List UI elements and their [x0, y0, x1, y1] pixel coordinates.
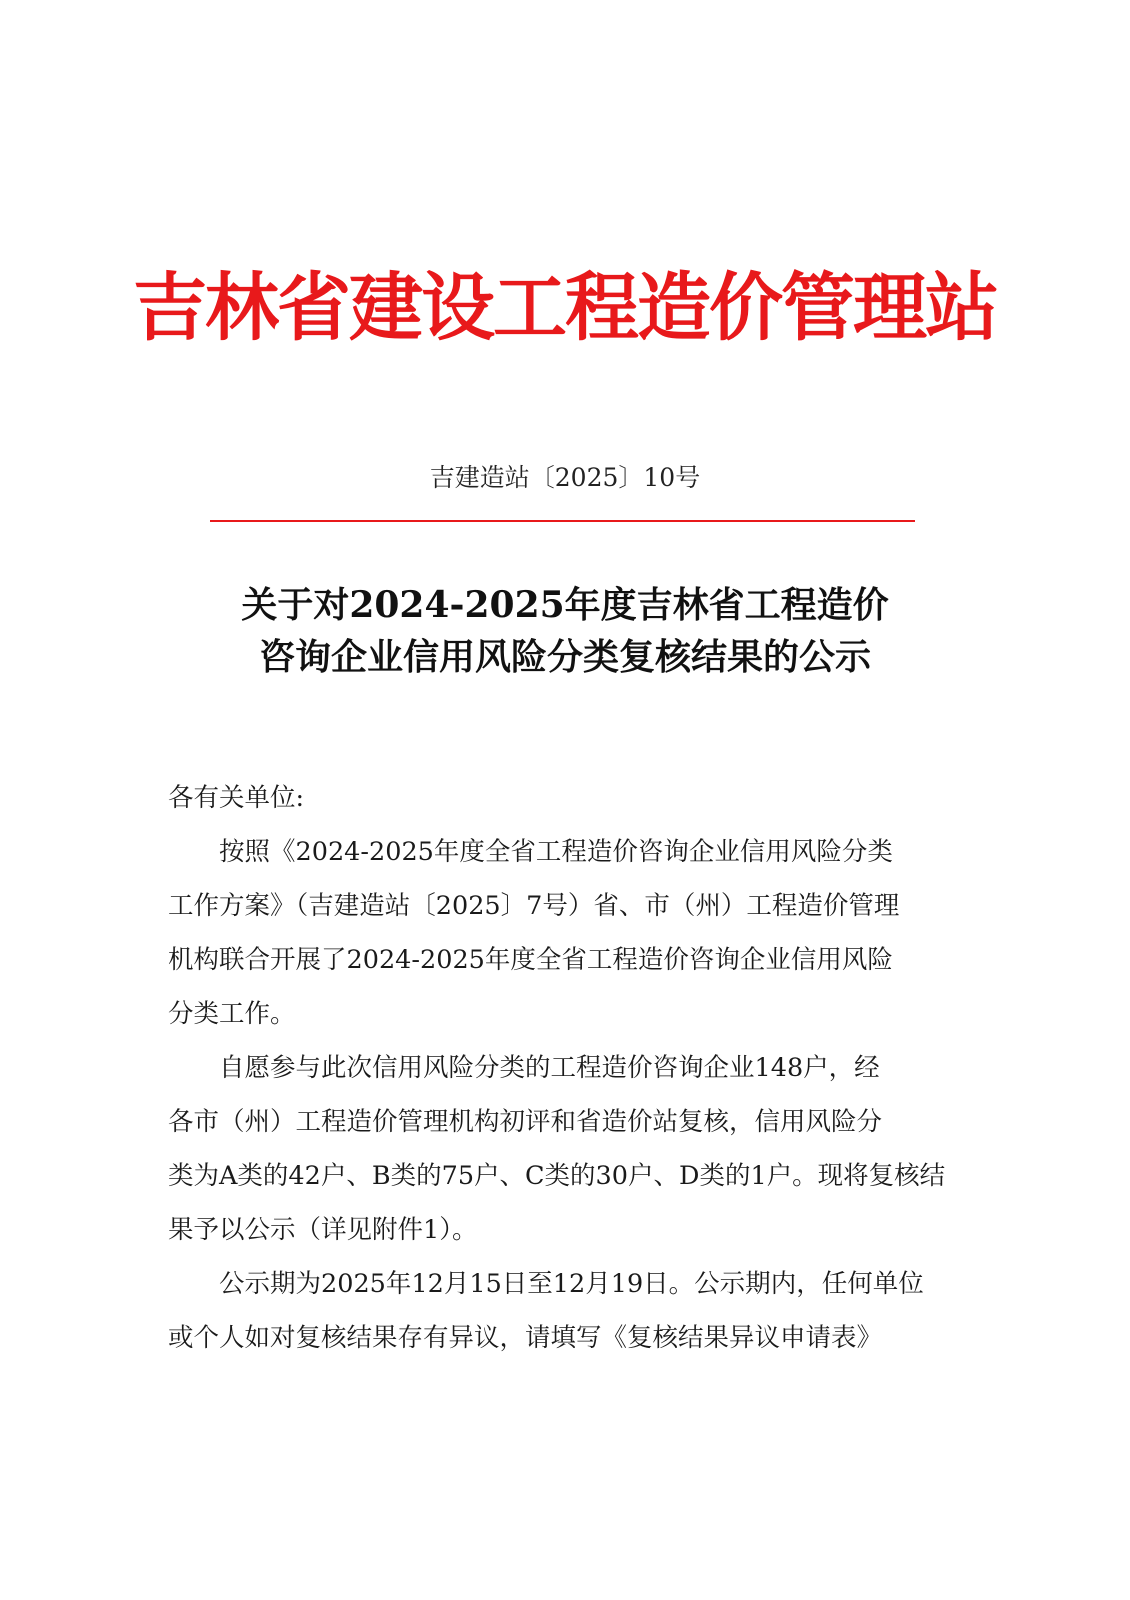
body-line: 或个人如对复核结果存有异议，请填写《复核结果异议申请表》: [168, 1323, 883, 1353]
body-line: 类为A类的42户、B类的75户、C类的30户、D类的1户。现将复核结: [168, 1161, 946, 1191]
document-title-line-2: 咨询企业信用风险分类复核结果的公示: [258, 636, 871, 678]
document-number: 吉建造站〔2025〕10号: [429, 463, 701, 492]
body-line: 公示期为2025年12月15日至12月19日。公示期内，任何单位: [168, 1269, 924, 1299]
body-line: 按照《2024-2025年度全省工程造价咨询企业信用风险分类: [168, 837, 893, 867]
salutation: 各有关单位:: [168, 783, 305, 813]
body-line: 分类工作。: [168, 999, 296, 1029]
body-line: 果予以公示（详见附件1）。: [168, 1215, 478, 1245]
document-title-line-1: 关于对2024-2025年度吉林省工程造价: [241, 584, 889, 626]
body-line: 工作方案》（吉建造站〔2025〕7号）省、市（州）工程造价管理: [168, 891, 900, 921]
body-line: 自愿参与此次信用风险分类的工程造价咨询企业148户，经: [168, 1053, 880, 1083]
red-divider-line: [210, 520, 915, 522]
body-line: 机构联合开展了2024-2025年度全省工程造价咨询企业信用风险: [168, 945, 893, 975]
body-line: 各市（州）工程造价管理机构初评和省造价站复核，信用风险分: [168, 1107, 883, 1137]
issuer-masthead: 吉林省建设工程造价管理站: [133, 265, 997, 351]
